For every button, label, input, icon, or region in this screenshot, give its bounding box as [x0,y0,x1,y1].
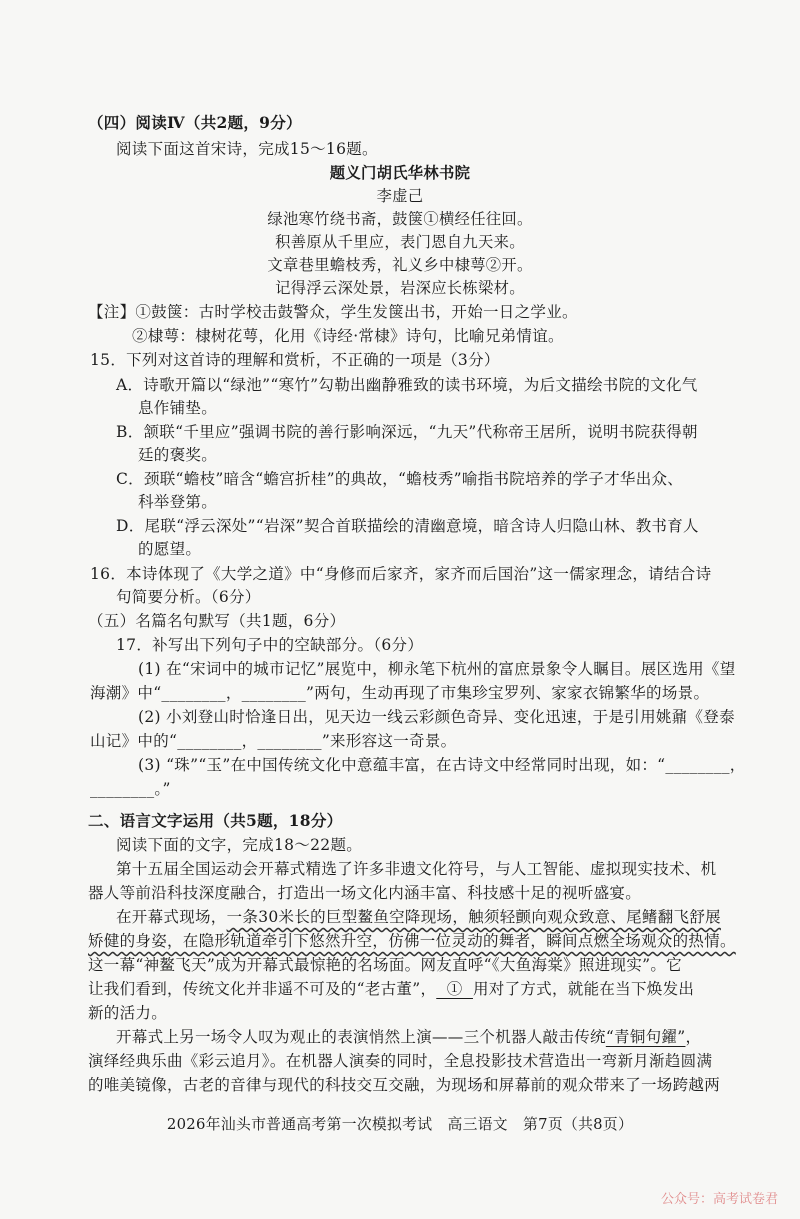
question-17-item-1-cont: 海潮》中“________，________”两句，生动再现了市集珍宝罗列、家家衣锦繁华的场景。 [90,684,710,702]
question-16-stem-cont: 句简要分析。（6分） [116,588,261,606]
section-header-language-use: 二、语言文字运用（共5题，18分） [88,811,343,830]
passage-paragraph [116,906,721,928]
passage-paragraph-cont: 这一幕“神鳌飞天”成为开幕式最惊艳的名场面。网友直呼“《大鱼海棠》照进现实”。它 [88,956,682,974]
poem-title: 题义门胡氏华林书院 [329,163,471,182]
poem-note: ②棣萼：棣树花萼，化用《诗经·常棣》诗句，比喻兄弟情谊。 [132,327,564,345]
question-17-item-3-cont: ________。” [90,780,171,798]
passage-text: 开幕式上另一场令人叹为观止的表演悄然上演——三个机器人敲击传统 [116,1028,606,1046]
poem-line: 绿池寒竹绕书斋，鼓箧①横经任往回。 [267,210,533,228]
poem-line: 文章巷里蟾枝秀，礼义乡中棣萼②开。 [267,256,533,274]
wavy-underlined-sentence: 一条30米长的巨型鳌鱼空降现场，触须轻颤向观众致意、尾鳍翻飞舒展 [226,908,721,926]
question-15-option-b-cont: 廷的褒奖。 [138,446,218,464]
underlined-term: “青铜句鑃” [605,1028,686,1046]
question-15-option-a-cont: 息作铺垫。 [138,399,218,417]
page-footer: 2026年汕头市普通高考第一次模拟考试 高三语文 第7页（共8页） [166,1115,634,1133]
passage-paragraph-cont: 演绎经典乐曲《彩云追月》。在机器人演奏的同时，全息投影技术营造出一弯新月渐趋圆满 [88,1052,713,1070]
question-17-item-3: (3) “珠”“玉”在中国传统文化中意蕴丰富，在古诗文中经常同时出现，如：“________， [138,756,746,774]
passage-paragraph-cont: 的唯美镜像，古老的音律与现代的科技交互交融，为现场和屏幕前的观众带来了一场跨越两 [88,1076,721,1094]
passage-text: ， [685,1028,702,1046]
question-15-stem: 15．下列对这首诗的理解和赏析，不正确的一项是（3分） [90,351,500,369]
blank-1: ① [436,980,473,998]
passage-paragraph-cont [88,978,694,1000]
passage-paragraph-cont [88,930,736,952]
question-16-stem: 16．本诗体现了《大学之道》中“身修而后家齐，家齐而后国治”这一儒家理念，请结合诗 [90,565,712,583]
poem-line: 积善原从千里应，表门恩自九天来。 [275,233,525,251]
question-15-option-c-cont: 科举登第。 [138,493,218,511]
reading-4-instruction: 阅读下面这首宋诗，完成15～16题。 [116,140,378,158]
question-15-option-c: C．颈联“蟾枝”暗含“蟾宫折桂”的典故，“蟾枝秀”喻指书院培养的学子才华出众、 [116,470,684,488]
section-header-reading-4: （四）阅读Ⅳ（共2题，9分） [88,113,302,132]
passage-paragraph-cont: 器人等前沿科技深度融合，打造出一场文化内涵丰富、科技感十足的视听盛宴。 [88,884,642,902]
section-2-instruction: 阅读下面的文字，完成18～22题。 [116,836,363,854]
question-17-stem: 17．补写出下列句子中的空缺部分。（6分） [116,636,424,654]
wavy-underlined-sentence: 矫健的身姿，在隐形轨道牵引下悠然升空，仿佛一位灵动的舞者，瞬间点燃全场观众的热情。 [88,932,736,950]
poem-note: 【注】①鼓箧：古时学校击鼓警众，学生发箧出书，开始一日之学业。 [88,303,578,321]
question-17-item-2-cont: 山记》中的“________，________”来形容这一奇景。 [90,732,457,750]
passage-text: 在开幕式现场， [116,908,227,926]
section-header-reading-5: （五）名篇名句默写（共1题，6分） [88,612,346,630]
poem-author: 李虚己 [376,187,424,205]
question-17-item-2: (2) 小刘登山时恰逢日出，见天边一线云彩颜色奇异、变化迅速，于是引用姚鼐《登泰 [138,708,735,726]
question-17-item-1: (1) 在“宋词中的城市记忆”展览中，柳永笔下杭州的富庶景象令人瞩目。展区选用《望 [138,660,736,678]
passage-paragraph [116,1026,701,1048]
question-15-option-d: D．尾联“浮云深处”“岩深”契合首联描绘的清幽意境，暗含诗人归隐山林、教书育人 [116,517,699,535]
watermark: 公众号：高考试卷君 [660,1192,778,1207]
question-15-option-a: A．诗歌开篇以“绿池”“寒竹”勾勒出幽静雅致的读书环境，为后文描绘书院的文化气 [116,376,698,394]
passage-paragraph-cont: 新的活力。 [88,1004,168,1022]
poem-line: 记得浮云深处景，岩深应长栋梁材。 [275,279,525,297]
passage-paragraph: 第十五届全国运动会开幕式精选了许多非遗文化符号，与人工智能、虚拟现实技术、机 [116,860,717,878]
passage-text: 用对了方式，就能在当下焕发出 [472,980,695,998]
question-15-option-b: B．颔联“千里应”强调书院的善行影响深远，“九天”代称帝王居所，说明书院获得朝 [116,423,698,441]
question-15-option-d-cont: 的愿望。 [138,540,202,558]
passage-text: 让我们看到，传统文化并非遥不可及的“老古董”， [88,980,437,998]
